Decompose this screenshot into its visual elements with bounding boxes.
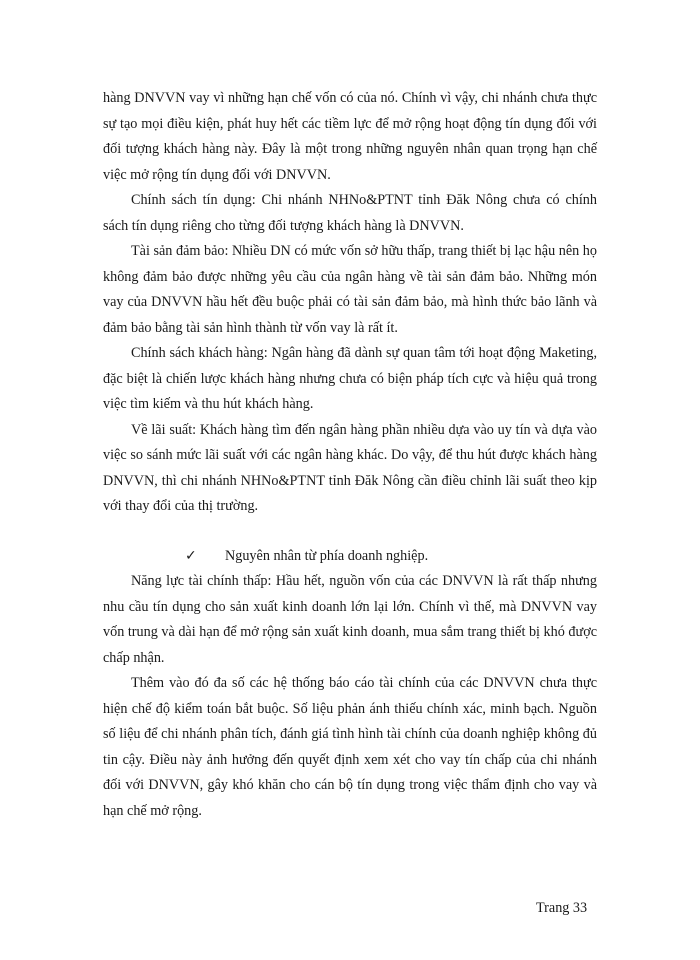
page-number: Trang 33	[536, 900, 588, 916]
check-icon: ✓	[185, 547, 197, 564]
paragraph-customer-policy: Chính sách khách hàng: Ngân hàng đã dành sự quan tâm tới hoạt động Maketing, đặc biệt là chiến lược khách hàng nhưng chưa có biện pháp tích cực và hiệu quả trong việc tìm kiếm và thu hút khách hàng.	[103, 345, 597, 412]
paragraph-interest-rate: Về lãi suất: Khách hàng tìm đến ngân hàng phần nhiều dựa vào uy tín và dựa vào việc so sánh mức lãi suất với các ngân hàng khác. Do vậy, để thu hút được khách hàng DNVVN, thì chi nhánh NHNo&PTNT tỉnh Đăk Nông cần điều chỉnh lãi suất theo kịp với thay đổi của thị trường.	[103, 421, 597, 514]
paragraph-continuation: hàng DNVVN vay vì những hạn chế vốn có của nó. Chính vì vậy, chi nhánh chưa thực sự tạo mọi điều kiện, phát huy hết các tiềm lực để mở rộng hoạt động tín dụng đối với đối tượng khách hàng này. Đây là một trong những nguyên nhân quan trọng hạn chế việc mở rộng tín dụng đối với DNVVN.	[103, 90, 597, 183]
section-subheading	[103, 544, 597, 570]
paragraph-collateral: Tài sản đảm bảo: Nhiều DN có mức vốn sở hữu thấp, trang thiết bị lạc hậu nên họ không đảm bảo được những yêu cầu của ngân hàng về tài sản đảm bảo. Những món vay của DNVVN hầu hết đều buộc phải có tài sản đảm bảo, mà hình thức bảo lãnh và đảm bảo bằng tài sản hình thành từ vốn vay là rất ít.	[103, 243, 597, 336]
page-body	[103, 86, 597, 824]
paragraph-financial-capacity: Năng lực tài chính thấp: Hầu hết, nguồn vốn của các DNVVN là rất thấp nhưng nhu cầu tín dụng cho sản xuất kinh doanh lớn lại lớn. Chính vì thế, mà DNVVN vay vốn trung và dài hạn để mở rộng sản xuất kinh doanh, mua sắm trang thiết bị khó được chấp nhận.	[103, 573, 597, 666]
paragraph-financial-reports: Thêm vào đó đa số các hệ thống báo cáo tài chính của các DNVVN chưa thực hiện chế độ kiểm toán bắt buộc. Số liệu phản ánh thiếu chính xác, minh bạch. Nguồn số liệu để chi nhánh phân tích, đánh giá tình hình tài chính của doanh nghiệp không đủ tin cậy. Điều này ảnh hưởng đến quyết định xem xét cho vay tín chấp của chi nhánh đối với DNVVN, gây khó khăn cho cán bộ tín dụng trong việc thẩm định cho vay và hạn chế mở rộng.	[103, 675, 597, 819]
paragraph-credit-policy: Chính sách tín dụng: Chi nhánh NHNo&PTNT tỉnh Đăk Nông chưa có chính sách tín dụng riêng cho từng đối tượng khách hàng là DNVVN.	[103, 192, 597, 234]
subheading-text: Nguyên nhân từ phía doanh nghiệp.	[225, 547, 429, 564]
